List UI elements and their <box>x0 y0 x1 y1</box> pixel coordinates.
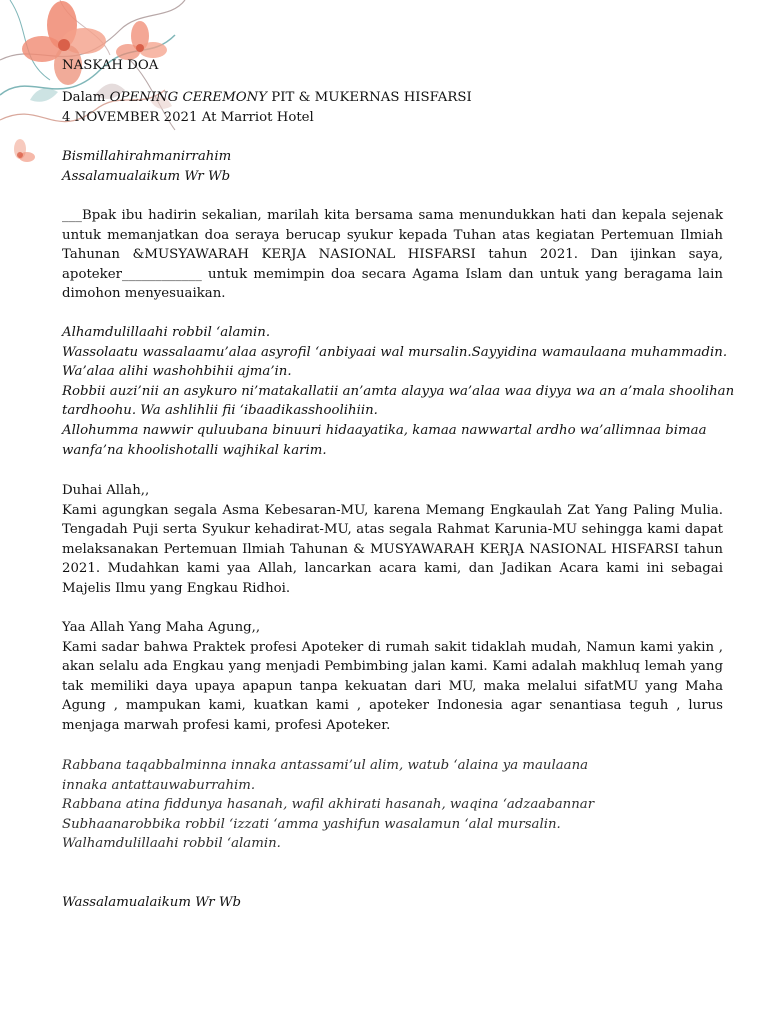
closing-line: Wassalamualaikum Wr Wb <box>62 895 242 910</box>
prayer-line: Allohumma nawwir quluubana binuuri hidaayatika, kamaa nawwartal ardho wa’allimnaa bimaa <box>62 422 707 438</box>
duhai-allah-section <box>62 481 723 599</box>
event-line <box>62 88 723 108</box>
section-heading: Duhai Allah,, <box>62 483 150 498</box>
opening-greeting <box>62 147 723 186</box>
opening-line: Assalamualaikum Wr Wb <box>62 168 231 184</box>
event-suffix: PIT & MUKERNAS HISFARSI <box>267 90 472 105</box>
yaa-allah-section <box>62 618 723 736</box>
document-title: NASKAH DOA <box>62 58 159 73</box>
section-heading: Yaa Allah Yang Maha Agung,, <box>62 620 261 635</box>
rabbana-prayer-block <box>62 756 723 854</box>
prayer-line: Alhamdulillaahi robbil ‘alamin. <box>62 325 271 340</box>
prayer-line: Robbii auzi’nii an asykuro ni’matakallatii an’amta alayya wa’alaa waa diyya wa an a’mala shoolihan <box>62 383 735 399</box>
arabic-prayer-block <box>62 323 735 460</box>
prayer-line: Wassolaatu wassalaamu’alaa asyrofil ‘anbiyaai wal mursalin.Sayyidina wamaulaana muhammadin. <box>62 344 728 360</box>
prayer-line: Rabbana atina fiddunya hasanah, wafil akhirati hasanah, waqina ‘adzaabannar <box>62 797 595 813</box>
prayer-line: innaka antattauwaburrahim. <box>62 777 256 793</box>
event-name: OPENING CEREMONY <box>109 90 268 105</box>
event-block <box>62 88 723 127</box>
prayer-line: wanfa’na khoolishotalli wajhikal karim. <box>62 442 327 458</box>
opening-line: Bismillahirahmanirrahim <box>62 149 232 164</box>
section-paragraph: Kami sadar bahwa Praktek profesi Apoteker di rumah sakit tidaklah mudah, Namun kami yakin , akan selalu ada Engkau yang menjadi Pembimbing jalan kami. Kami adalah makhluq lemah yang tak memiliki daya upaya apapun tanpa kekuatan dari MU, maka melalui sifatMU yang Maha Agung , mampukan kami, kuatkan kami , apoteker Indonesia agar senantiasa teguh , lurus menjaga marwah profesi kami, profesi Apoteker. <box>62 639 723 733</box>
event-prefix: Dalam <box>62 90 110 105</box>
event-date: 4 NOVEMBER 2021 At Marriot Hotel <box>62 109 314 125</box>
prayer-line: tardhoohu. Wa ashlihlii fii ‘ibaadikasshoolihiin. <box>62 403 378 419</box>
section-paragraph: Kami agungkan segala Asma Kebesaran-MU, karena Memang Engkaulah Zat Yang Paling Mulia. Tengadah Puji serta Syukur kehadirat-MU, atas segala Rahmat Karunia-MU sehingga kami dapat melaksanakan Pertemuan Ilmiah Tahunan & MUSYAWARAH KERJA NASIONAL HISFARSI tahun 2021. Mudahkan kami yaa Allah, lancarkan acara kami, dan Jadikan Acara kami ini sebagai Majelis Ilmu yang Engkau Ridhoi. <box>62 502 723 596</box>
document-title-block <box>62 56 723 76</box>
prayer-line: Rabbana taqabbalminna innaka antassami’ul alim, watub ‘alaina ya maulaana <box>62 758 589 773</box>
closing-greeting <box>62 893 723 913</box>
prayer-line: Walhamdulillaahi robbil ‘alamin. <box>62 836 281 852</box>
intro-paragraph: ___Bpak ibu hadirin sekalian, marilah kita bersama sama menundukkan hati dan kepala sejenak untuk memanjatkan doa seraya berucap syukur kepada Tuhan atas kegiatan Pertemuan Ilmiah Tahunan &MUSYAWARAH KERJA NASIONAL HISFARSI tahun 2021. Dan ijinkan saya, apoteker____________ untuk memimpin doa secara Agama Islam dan untuk yang beragama lain dimohon menyesuaikan. <box>62 208 723 302</box>
prayer-line: Subhaanarobbika robbil ‘izzati ‘amma yashifun wasalamun ‘alal mursalin. <box>62 816 561 832</box>
prayer-line: Wa’alaa alihi washohbihii ajma’in. <box>62 364 292 380</box>
